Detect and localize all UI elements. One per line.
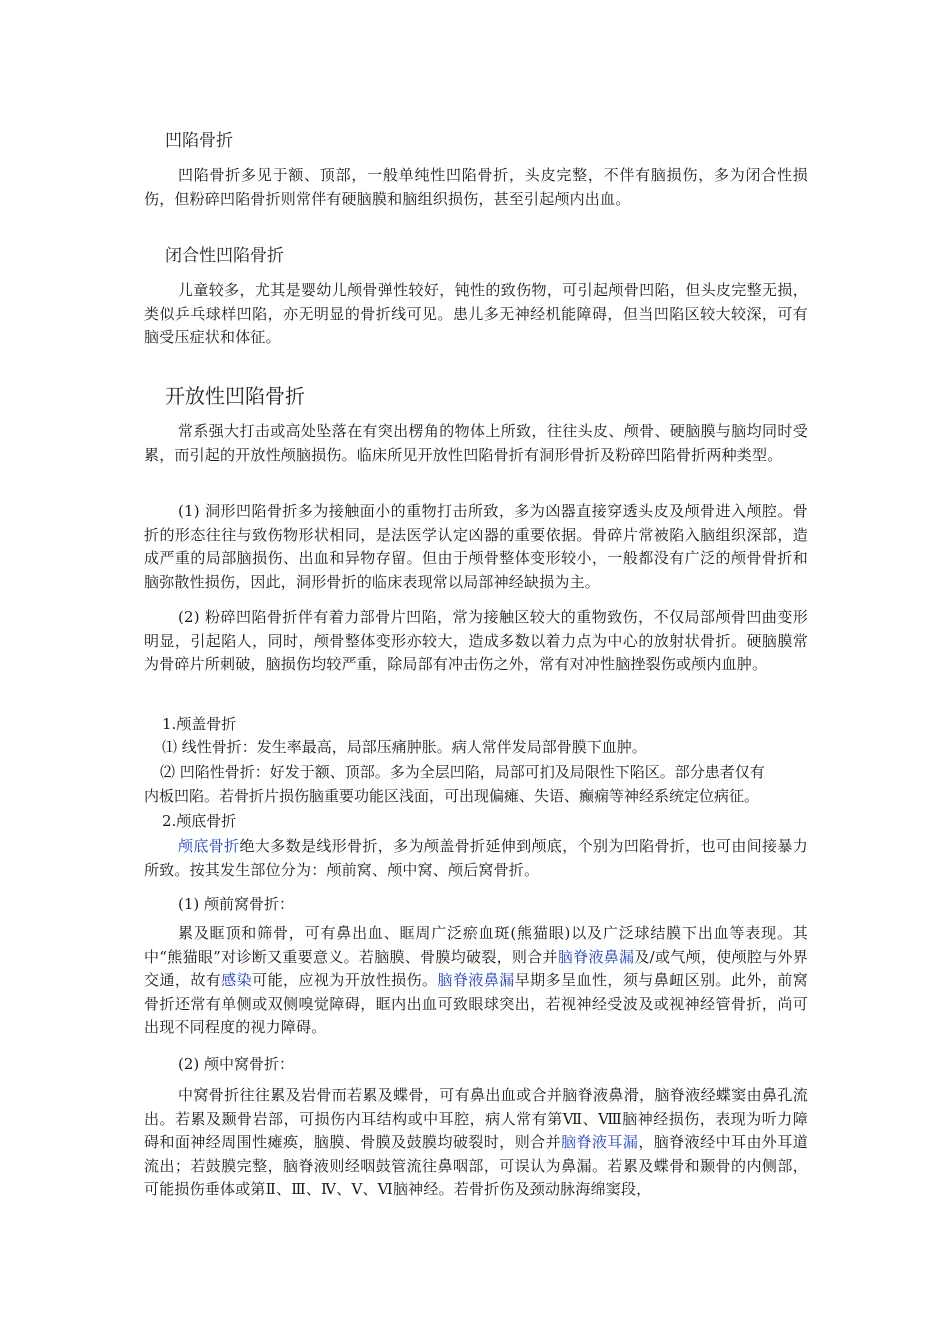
link-infection[interactable]: 感染 [221,971,253,989]
heading-vault-fracture: 1.颅盖骨折 [162,715,237,733]
link-csf-otorrhea[interactable]: 脑脊液耳漏 [561,1133,639,1151]
paragraph-middle-fossa [144,1084,808,1202]
anterior-text-2: 及/或气颅，使颅腔与外界交通，故有 [144,947,808,989]
paragraph-comminuted-fracture: (2) 粉碎凹陷骨折伴有着力部骨片凹陷，常为接触区较大的重物致伤，不仅局部颅骨凹曲变形明显，引起陷人，同时，颅骨整体变形亦较大，造成多数以着力点为中心的放射状骨折。硬脑膜常为骨碎片所刺破，脑损伤均较严重，除局部有冲击伤之外，常有对冲性脑挫裂伤或颅内血肿。 [144,608,808,673]
paragraph-open-depressed-fracture: 常系强大打击或高处坠落在有突出楞角的物体上所致，往往头皮、颅骨、硬脑膜与脑均同时受累，而引起的开放性颅脑损伤。临床所见开放性凹陷骨折有洞形骨折及粉碎凹陷骨折两种类型。 [144,422,808,464]
paragraph-base-fracture-text: 绝大多数是线形骨折，多为颅盖骨折延伸到颅底，个别为凹陷骨折，也可由间接暴力所致。按其发生部位分为：颅前窝、颅中窝、颅后窝骨折。 [144,837,808,879]
paragraph-hole-fracture: (1) 洞形凹陷骨折多为接触面小的重物打击所致，多为凶器直接穿透头皮及颅骨进入颅腔。骨折的形态往往与致伤物形状相同，是法医学认定凶器的重要依据。骨碎片常被陷入脑组织深部，造成严重的局部脑损伤、出血和异物存留。但由于颅骨整体变形较小，一般都没有广泛的颅骨骨折和脑弥散性损伤，因此，洞形骨折的临床表现常以局部神经缺损为主。 [144,502,808,591]
list-item-depressed-fracture-line1: ⑵ 凹陷性骨折：好发于额、顶部。多为全层凹陷，局部可扪及局限性下陷区。部分患者仅有 [160,763,765,781]
list-item-depressed-fracture-line2: 内板凹陷。若骨折片损伤脑重要功能区浅面，可出现偏瘫、失语、癫痫等神经系统定位病征。 [144,787,760,805]
heading-base-fracture: 2.颅底骨折 [162,812,237,830]
middle-text-2: ，脑脊液经中耳由外耳道流出；若鼓膜完整，脑脊液则经咽鼓管流往鼻咽部，可误认为鼻漏。若累及蝶骨和颞骨的内侧部，可能损伤垂体或第Ⅱ、Ⅲ、Ⅳ、Ⅴ、Ⅵ脑神经。若骨折伤及颈动脉海绵窦段， [144,1133,808,1198]
heading-closed-depressed-fracture: 闭合性凹陷骨折 [165,246,284,266]
paragraph-closed-depressed-fracture: 儿童较多，尤其是婴幼儿颅骨弹性较好，钝性的致伤物，可引起颅骨凹陷，但头皮完整无损，类似乒乓球样凹陷，亦无明显的骨折线可见。患儿多无神经机能障碍，但当凹陷区较大较深，可有脑受压症状和体征。 [144,281,808,346]
list-item-linear-fracture: ⑴ 线性骨折：发生率最高，局部压痛肿胀。病人常伴发局部骨膜下血肿。 [162,738,647,756]
middle-text-1: 中窝骨折往往累及岩骨而若累及蝶骨，可有鼻出血或合并脑脊液鼻滑，脑脊液经蝶窦由鼻孔流出。若累及颞骨岩部，可损伤内耳结构或中耳腔，病人常有第Ⅶ、Ⅷ脑神经损伤，表现为听力障碍和面神经周围性瘫痪，脑膜、骨膜及鼓膜均破裂时，则合并 [144,1086,808,1151]
link-csf-rhinorrhea-2[interactable]: 脑脊液鼻漏 [437,971,515,989]
heading-anterior-fossa: (1) 颅前窝骨折： [178,895,295,913]
anterior-text-1: 累及眶顶和筛骨，可有鼻出血、眶周广泛瘀血斑(熊猫眼)以及广泛球结膜下出血等表现。其中“熊猫眼”对诊断又重要意义。若脑膜、骨膜均破裂，则合并 [144,924,808,966]
anterior-text-3: 可能，应视为开放性损伤。 [252,971,438,989]
paragraph-base-fracture [144,835,808,882]
link-skull-base-fracture[interactable]: 颅底骨折 [178,837,240,855]
heading-depressed-fracture: 凹陷骨折 [165,131,233,151]
paragraph-anterior-fossa [144,922,808,1040]
paragraph-depressed-fracture: 凹陷骨折多见于额、顶部，一般单纯性凹陷骨折，头皮完整，不伴有脑损伤，多为闭合性损伤，但粉碎凹陷骨折则常伴有硬脑膜和脑组织损伤，甚至引起颅内出血。 [144,166,808,208]
heading-middle-fossa: (2) 颅中窝骨折： [178,1055,295,1073]
link-csf-rhinorrhea[interactable]: 脑脊液鼻漏 [557,947,635,966]
anterior-text-4: 早期多呈血性，须与鼻衄区别。此外，前窝骨折还常有单侧或双侧嗅觉障碍，眶内出血可致眼球突出，若视神经受波及或视神经管骨折，尚可出现不同程度的视力障碍。 [144,971,808,1036]
heading-open-depressed-fracture: 开放性凹陷骨折 [165,384,305,408]
